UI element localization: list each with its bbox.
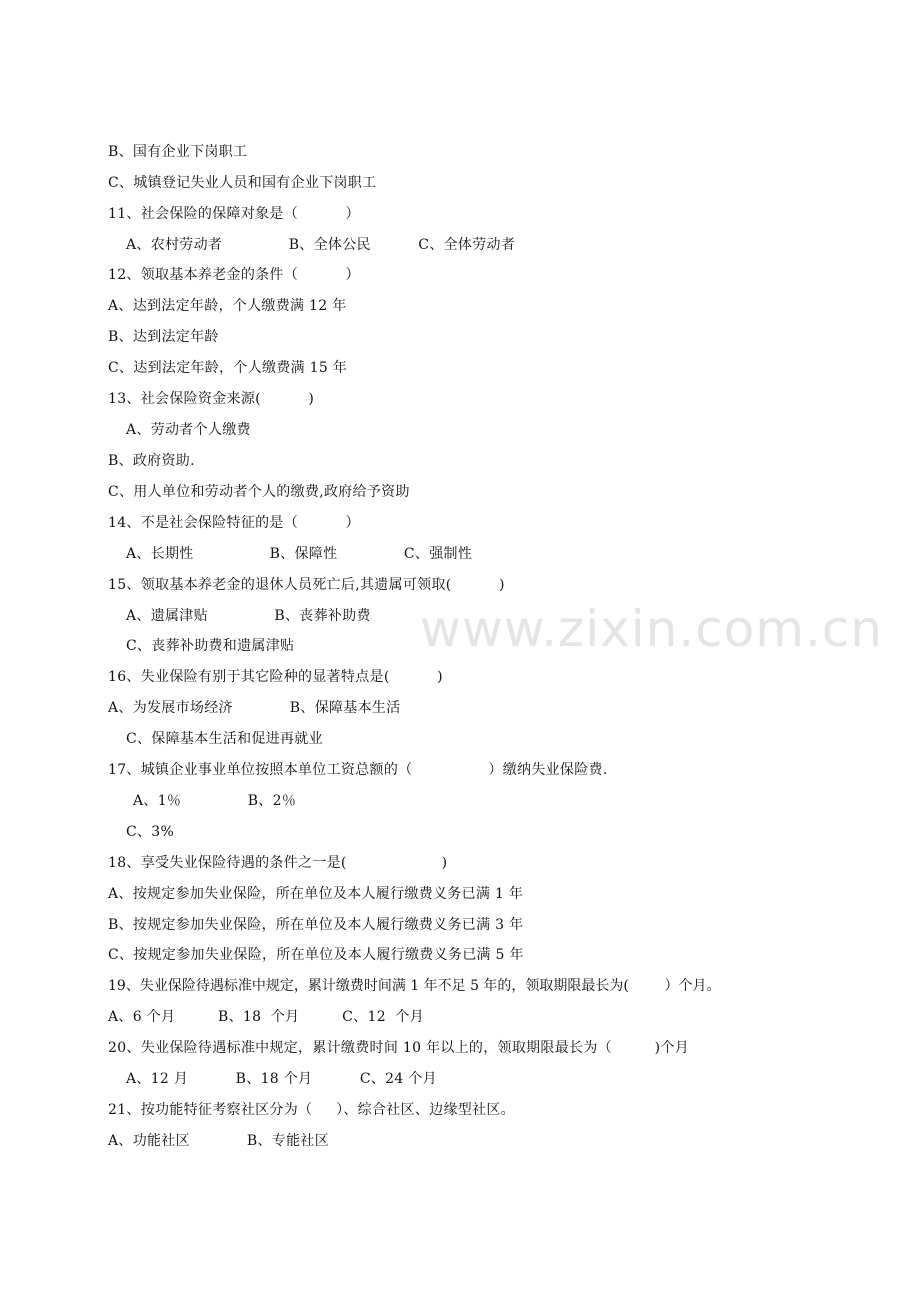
question-line: 14、不是社会保险特征的是（ ） <box>108 515 360 531</box>
question-line: 15、领取基本养老金的退休人员死亡后,其遗属可领取( ) <box>108 577 505 593</box>
question-line: 20、失业保险待遇标准中规定，累计缴费时间 10 年以上的，领取期限最长为（ )个月 <box>108 1040 690 1056</box>
question-line: 18、享受失业保险待遇的条件之一是( ) <box>108 855 448 871</box>
option-line: C、保障基本生活和促进再就业 <box>126 731 323 747</box>
watermark: www.zixin.com.cn <box>420 600 884 658</box>
option-line: B、达到法定年龄 <box>108 329 219 345</box>
option-line: A、劳动者个人缴费 <box>126 422 251 438</box>
option-line: A、农村劳动者 B、全体公民 C、全体劳动者 <box>126 237 516 253</box>
option-line: B、政府资助. <box>108 453 195 469</box>
option-line: A、遗属津贴 B、丧葬补助费 <box>126 608 371 624</box>
option-line: C、达到法定年龄，个人缴费满 15 年 <box>108 360 348 376</box>
option-line: C、用人单位和劳动者个人的缴费,政府给予资助 <box>108 484 410 500</box>
option-line: A、达到法定年龄，个人缴费满 12 年 <box>108 298 347 314</box>
option-line: A、1％ B、2％ <box>133 793 297 809</box>
option-line: C、按规定参加失业保险，所在单位及本人履行缴费义务已满 5 年 <box>108 947 524 963</box>
question-line: 12、领取基本养老金的条件（ ） <box>108 267 360 283</box>
option-line: A、功能社区 B、专能社区 <box>108 1133 329 1149</box>
option-line: C、城镇登记失业人员和国有企业下岗职工 <box>108 175 377 191</box>
option-line: B、按规定参加失业保险，所在单位及本人履行缴费义务已满 3 年 <box>108 917 524 933</box>
option-line: A、长期性 B、保障性 C、强制性 <box>126 546 473 562</box>
option-line: A、12 月 B、18 个月 C、24 个月 <box>126 1071 437 1087</box>
question-line: 11、社会保险的保障对象是（ ） <box>108 206 360 222</box>
question-line: 19、失业保险待遇标准中规定，累计缴费时间满 1 年不足 5 年的，领取期限最长为( ）个月。 <box>108 978 721 994</box>
question-line: 17、城镇企业事业单位按照本单位工资总额的（ ）缴纳失业保险费. <box>108 762 608 778</box>
option-line: C、3% <box>126 824 175 840</box>
question-line: 21、按功能特征考察社区分为（ ）、综合社区、边缘型社区。 <box>108 1102 515 1118</box>
option-line: B、国有企业下岗职工 <box>108 144 248 160</box>
option-line: A、按规定参加失业保险，所在单位及本人履行缴费义务已满 1 年 <box>108 886 524 902</box>
option-line: C、丧葬补助费和遗属津贴 <box>126 638 295 654</box>
option-line: A、为发展市场经济 B、保障基本生活 <box>108 700 401 716</box>
question-line: 13、社会保险资金来源( ) <box>108 391 315 407</box>
option-line: A、6 个月 B、18 个月 C、12 个月 <box>108 1009 424 1025</box>
question-line: 16、失业保险有别于其它险种的显著特点是( ) <box>108 669 443 685</box>
